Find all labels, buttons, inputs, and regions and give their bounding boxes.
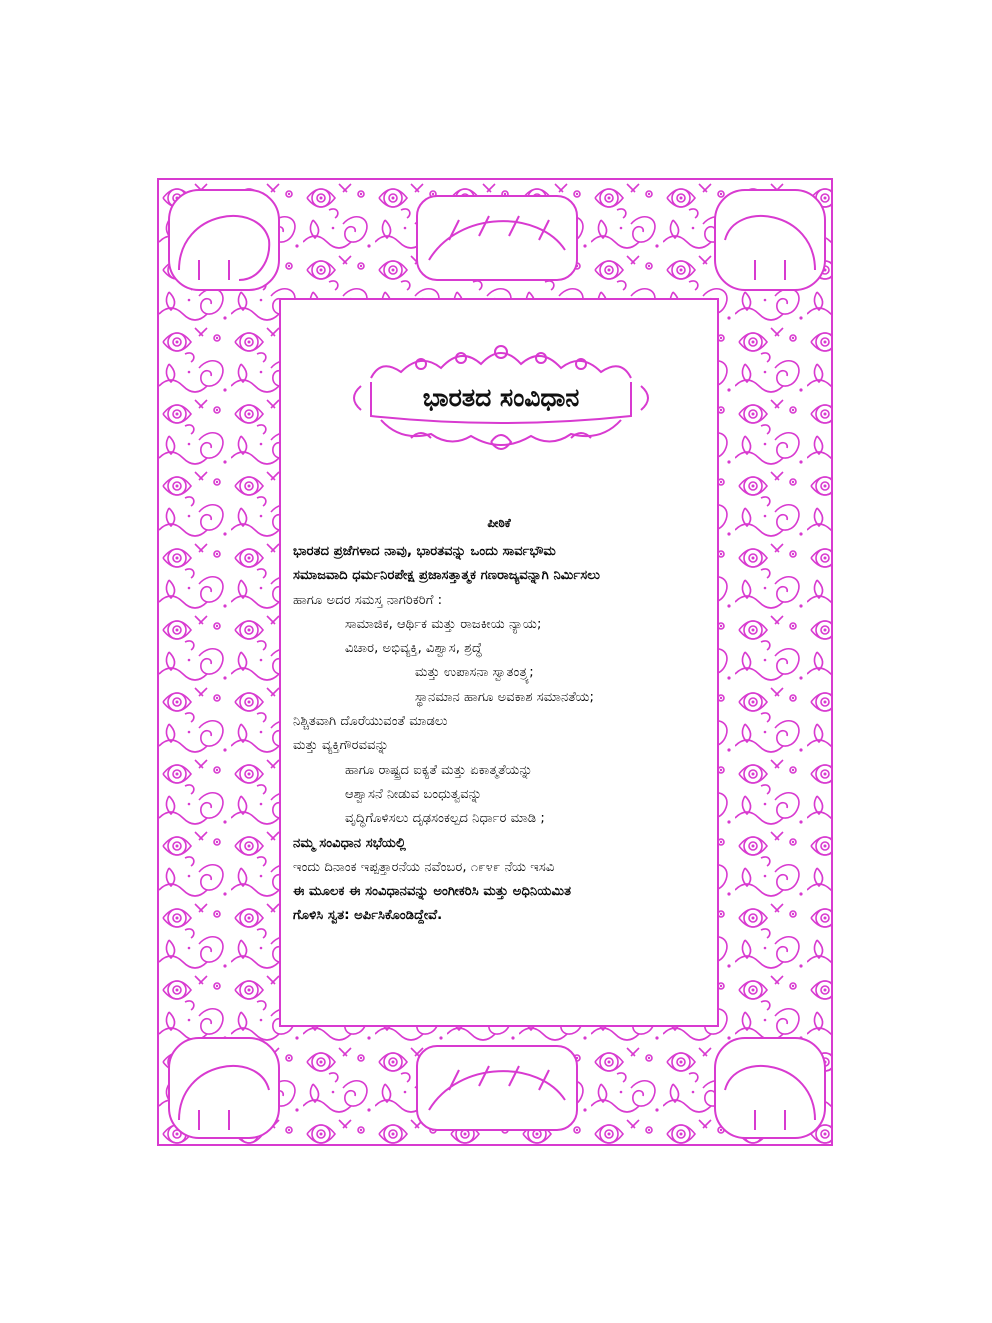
section-heading: ಪೀಠಿಕೆ bbox=[487, 516, 511, 530]
preamble-text bbox=[293, 540, 718, 929]
text-line: ಸಮಾಜವಾದಿ ಧರ್ಮನಿರಪೇಕ್ಷ ಪ್ರಜಾಸತ್ತಾತ್ಮಕ ಗಣರಾಜ್ಯವನ್ನಾಗಿ ನಿರ್ಮಿಸಲು bbox=[293, 568, 600, 584]
text-line: ಮತ್ತು ಉಪಾಸನಾ ಸ್ವಾತಂತ್ರ್ಯ; bbox=[415, 665, 534, 681]
text-line: ನಿಶ್ಚಿತವಾಗಿ ದೊರೆಯುವಂತೆ ಮಾಡಲು bbox=[293, 714, 448, 730]
text-line: ಸಾಮಾಜಿಕ, ಆರ್ಥಿಕ ಮತ್ತು ರಾಜಕೀಯ ನ್ಯಾಯ; bbox=[345, 616, 542, 632]
text-line: ಆಶ್ವಾಸನೆ ನೀಡುವ ಬಂಧುತ್ವವನ್ನು bbox=[345, 786, 482, 802]
text-line: ವಿಚಾರ, ಅಭಿವ್ಯಕ್ತಿ, ವಿಶ್ವಾಸ, ಶ್ರದ್ಧೆ bbox=[345, 641, 483, 657]
text-line: ಮತ್ತು ವ್ಯಕ್ತಿಗೌರವವನ್ನು bbox=[293, 738, 389, 754]
text-line: ಹಾಗೂ ರಾಷ್ಟ್ರದ ಐಕ್ಯತೆ ಮತ್ತು ಏಕಾತ್ಮತೆಯನ್ನು bbox=[345, 762, 533, 778]
text-line: ಸ್ಥಾನಮಾನ ಹಾಗೂ ಅವಕಾಶ ಸಮಾನತೆಯ; bbox=[415, 689, 594, 705]
text-line: ಭಾರತದ ಪ್ರಜೆಗಳಾದ ನಾವು, ಭಾರತವನ್ನು ಒಂದು ಸಾರ್ವಭೌಮ bbox=[293, 544, 556, 559]
text-line: ಇಂದು ದಿನಾಂಕ ಇಪ್ಪತ್ತಾರನೆಯ ನವೆಂಬರ, ೧೯೪೯ ನೆಯ ಇಸವಿ bbox=[293, 859, 555, 875]
page-title: ಭಾರತದ ಸಂವಿಧಾನ bbox=[422, 383, 580, 412]
text-line: ಹಾಗೂ ಅದರ ಸಮಸ್ತ ನಾಗರಿಕರಿಗೆ : bbox=[293, 592, 443, 608]
text-line: ನಮ್ಮ ಸಂವಿಧಾನ ಸಭೆಯಲ್ಲಿ bbox=[293, 835, 406, 851]
text-line: ಗೊಳಿಸಿ ಸ್ವತ: ಅರ್ಪಿಸಿಕೊಂಡಿದ್ದೇವೆ. bbox=[293, 908, 443, 924]
text-line: ಈ ಮೂಲಕ ಈ ಸಂವಿಧಾನವನ್ನು ಅಂಗೀಕರಿಸಿ ಮತ್ತು ಅಧಿನಿಯಮಿತ bbox=[293, 884, 572, 900]
preamble-panel bbox=[279, 298, 719, 1027]
ornamental-border bbox=[157, 178, 833, 1146]
text-line: ವೃದ್ಧಿಗೊಳಿಸಲು ದೃಢಸಂಕಲ್ಪದ ನಿರ್ಧಾರ ಮಾಡಿ ; bbox=[345, 811, 545, 827]
